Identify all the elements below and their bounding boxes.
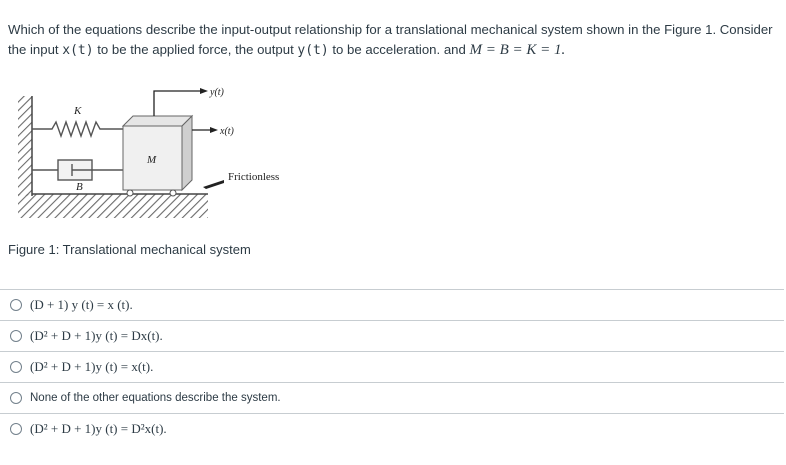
label-frictionless: Frictionless (228, 171, 280, 183)
option-4[interactable] (0, 382, 784, 413)
label-k: K (74, 105, 82, 117)
ground (18, 194, 208, 218)
radio-button[interactable] (10, 299, 22, 311)
damper (32, 160, 123, 180)
mechanical-system-figure (10, 84, 300, 234)
output-symbol: y(t) (297, 43, 329, 58)
wheel-right (170, 190, 176, 196)
parameters: M = B = K = 1. (469, 42, 566, 58)
option-label: (D + 1) y (t) = x (t). (30, 297, 133, 312)
mass-block (123, 116, 192, 190)
label-b: B (76, 181, 83, 193)
question-part-2: to be the applied force, the output (93, 42, 298, 57)
figure-caption: Figure 1: Translational mechanical system (8, 242, 251, 257)
label-x: x(t) (220, 126, 234, 137)
output-arrow (154, 91, 202, 116)
option-3[interactable] (0, 351, 784, 382)
radio-button[interactable] (10, 361, 22, 373)
frictionless-pointer (203, 180, 224, 189)
answer-options (0, 289, 784, 444)
option-label: (D² + D + 1)y (t) = x(t). (30, 359, 154, 374)
question-part-3: to be acceleration. and (328, 42, 470, 57)
question-part-1: Which of the equations describe the input-output relationship for a translational mechanical system shown in the Figure 1. Consider the input (8, 22, 773, 57)
wall (18, 96, 32, 196)
wheel-left (127, 190, 133, 196)
option-label: (D² + D + 1)y (t) = Dx(t). (30, 328, 163, 343)
option-5[interactable] (0, 413, 784, 444)
radio-button[interactable] (10, 330, 22, 342)
radio-button[interactable] (10, 392, 22, 404)
option-label: (D² + D + 1)y (t) = D²x(t). (30, 421, 167, 436)
radio-button[interactable] (10, 423, 22, 435)
option-label: None of the other equations describe the system. (30, 392, 281, 404)
label-m: M (147, 154, 157, 166)
question-text (8, 20, 778, 61)
spring (32, 122, 123, 136)
input-symbol: x(t) (62, 43, 94, 58)
label-y: y(t) (210, 87, 224, 98)
option-2[interactable] (0, 320, 784, 351)
option-1[interactable] (0, 289, 784, 320)
